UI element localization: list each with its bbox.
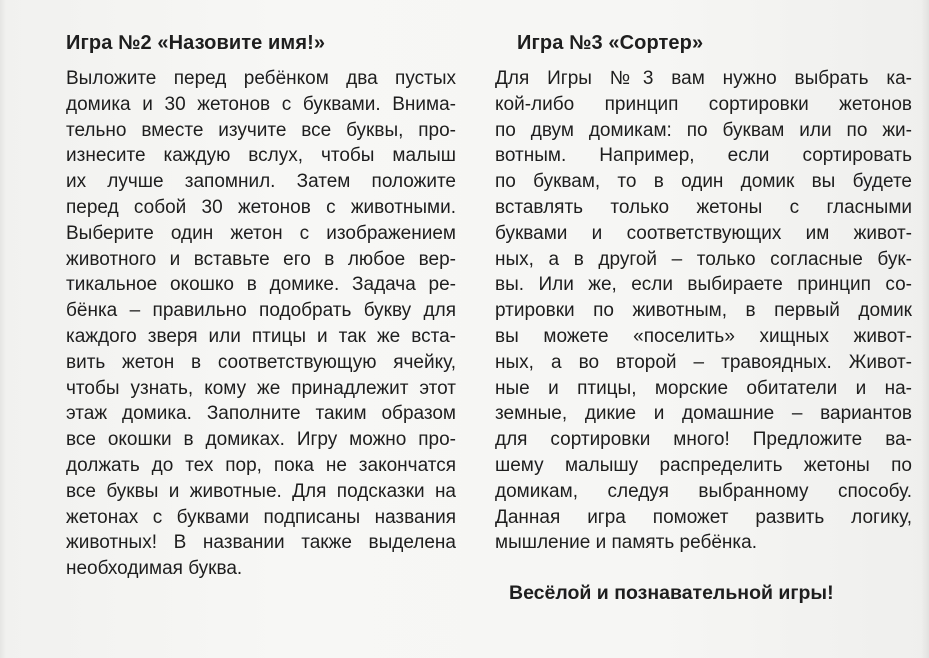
text-line: все окошки в домиках. Игру можно про- <box>66 429 456 451</box>
text-line: вотным. Например, если сортировать <box>495 145 912 167</box>
closing-wish: Весёлой и познавательной игры! <box>509 582 834 605</box>
text-line: кой-либо принцип сортировки жетонов <box>495 93 912 115</box>
text-line: тельно вместе изучите все буквы, про- <box>66 119 456 141</box>
game-2-title: Игра №2 «Назовите имя!» <box>66 32 326 54</box>
text-line: земные, дикие и домашние – вариантов <box>495 403 912 425</box>
text-line: чтобы узнать, кому же принадлежит этот <box>66 377 456 399</box>
page-edge-shadow-right <box>921 0 929 658</box>
page-edge-shadow-left <box>0 0 6 658</box>
text-line: их лучше запомнил. Затем положите <box>66 171 456 193</box>
text-line: мышление и память ребёнка. <box>495 532 757 554</box>
text-line: тикальное окошко в домике. Задача ре- <box>66 274 456 296</box>
text-line: вставлять только жетоны с гласными <box>495 196 912 218</box>
text-line: ртировки по животным, в первый домик <box>495 300 912 322</box>
text-line: домика и 30 жетонов с буквами. Внима- <box>66 93 456 115</box>
text-line: Выложите перед ребёнком два пустых <box>66 68 456 89</box>
text-line: изнесите каждую вслух, чтобы малыш <box>66 145 456 167</box>
text-line: Для Игры №3 вам нужно выбрать ка- <box>495 68 912 89</box>
text-line: по двум домикам: по буквам или по жи- <box>495 119 912 141</box>
text-line: вы можете «поселить» хищных живот- <box>495 325 912 347</box>
text-line: буквами и соответствующих им живот- <box>495 222 912 244</box>
text-line: Выберите один жетон с изображением <box>66 222 456 244</box>
text-line: вы. Или же, если выбираете принцип со- <box>495 274 912 296</box>
text-line: каждого зверя или птицы и так же вста- <box>66 325 456 347</box>
text-line: необходимая буква. <box>66 558 243 580</box>
text-line: бёнка – правильно подобрать букву для <box>66 300 456 322</box>
game-3-section <box>495 30 912 606</box>
text-line: для сортировки много! Предложите ва- <box>495 429 912 451</box>
text-line: животного и вставьте его в любое вер- <box>66 248 456 270</box>
text-line: ных, а во второй – травоядных. Живот- <box>495 351 912 373</box>
game-2-section <box>66 30 456 582</box>
text-line: Данная игра поможет развить логику, <box>495 506 912 528</box>
text-line: жетонах с буквами подписаны названия <box>66 506 456 528</box>
game-3-text <box>495 66 912 556</box>
text-line: этаж домика. Заполните таким образом <box>66 403 456 425</box>
text-line: шему малышу распределить жетоны по <box>495 454 912 476</box>
text-line: домикам, следуя выбранному способу. <box>495 480 912 502</box>
text-line: ных, а в другой – только согласные бук- <box>495 248 912 270</box>
text-line: должать до тех пор, пока не закончатся <box>66 454 456 476</box>
game-3-title: Игра №3 «Сортер» <box>517 32 704 54</box>
text-line: ные и птицы, морские обитатели и на- <box>495 377 912 399</box>
text-line: вить жетон в соответствующую ячейку, <box>66 351 456 373</box>
text-line: все буквы и животные. Для подсказки на <box>66 480 456 502</box>
text-line: животных! В названии также выделена <box>66 532 456 554</box>
game-2-text <box>66 66 456 582</box>
text-line: перед собой 30 жетонов с животными. <box>66 196 456 218</box>
text-line: по буквам, то в один домик вы будете <box>495 171 912 193</box>
